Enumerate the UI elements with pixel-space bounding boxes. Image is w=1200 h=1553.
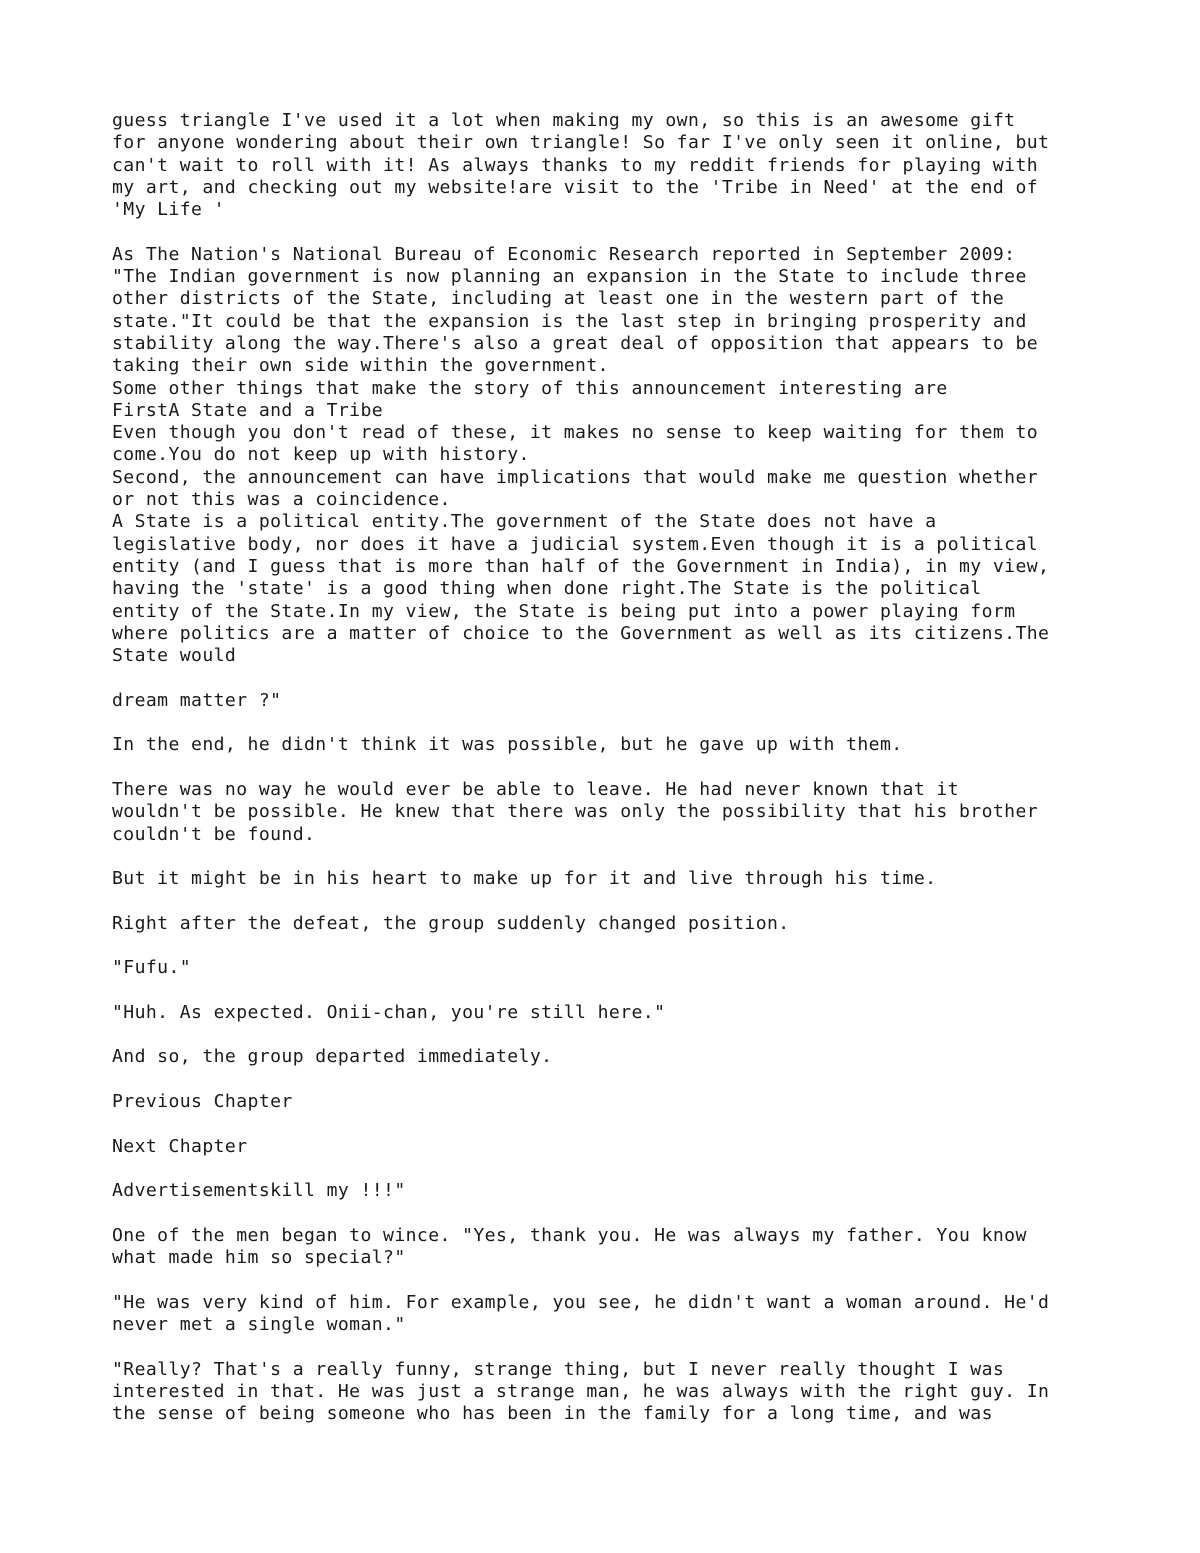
- text-line: other districts of the State, including at least one in the western part of the: [112, 288, 1005, 310]
- text-line: Some other things that make the story of this announcement interesting are: [112, 377, 948, 399]
- blank-line: [112, 1336, 1102, 1358]
- text-line: Even though you don't read of these, it makes no sense to keep waiting for them to: [112, 422, 1039, 444]
- text-line: interested in that. He was just a strange man, he was always with the right guy. In: [112, 1380, 1050, 1402]
- text-line: 'My Life ': [112, 199, 225, 221]
- text-line: stability along the way.There's also a great deal of opposition that appears to be: [112, 332, 1039, 354]
- text-line: Advertisementskill my !!!": [112, 1180, 406, 1202]
- text-line: my art, and checking out my website!are visit to the 'Tribe in Need' at the end of: [112, 176, 1039, 198]
- text-line: where politics are a matter of choice to the Government as well as its citizens.The: [112, 622, 1050, 644]
- blank-line: [112, 221, 1102, 243]
- text-line: Right after the defeat, the group suddenly changed position.: [112, 912, 790, 934]
- blank-line: [112, 712, 1102, 734]
- text-line: couldn't be found.: [112, 823, 316, 845]
- text-line: dream matter ?": [112, 689, 282, 711]
- blank-line: [112, 890, 1102, 912]
- blank-line: [112, 1269, 1102, 1291]
- text-line: entity of the State.In my view, the State is being put into a power playing form: [112, 600, 1016, 622]
- text-line: wouldn't be possible. He knew that there was only the possibility that his brother: [112, 801, 1039, 823]
- text-line: In the end, he didn't think it was possible, but he gave up with them.: [112, 734, 903, 756]
- document-page: [112, 110, 1102, 1426]
- text-line: "Really? That's a really funny, strange thing, but I never really thought I was: [112, 1358, 1005, 1380]
- text-line: guess triangle I've used it a lot when making my own, so this is an awesome gift: [112, 110, 1016, 131]
- text-line: "The Indian government is now planning an expansion in the State to include three: [112, 266, 1027, 288]
- text-line: "He was very kind of him. For example, you see, he didn't want a woman around. He'd: [112, 1291, 1050, 1313]
- text-line: And so, the group departed immediately.: [112, 1046, 553, 1068]
- text-line: for anyone wondering about their own triangle! So far I've only seen it online, but: [112, 132, 1050, 154]
- blank-line: [112, 1024, 1102, 1046]
- text-line: "Fufu.": [112, 957, 192, 979]
- text-line: state."It could be that the expansion is the last step in bringing prosperity and: [112, 310, 1027, 332]
- blank-line: [112, 1113, 1102, 1135]
- previous-chapter-text: Previous Chapter: [112, 1091, 293, 1113]
- blank-line: [112, 846, 1102, 868]
- text-line: legislative body, nor does it have a judicial system.Even though it is a political: [112, 533, 1039, 555]
- text-line: There was no way he would ever be able to leave. He had never known that it: [112, 778, 960, 800]
- text-line: having the 'state' is a good thing when done right.The State is the political: [112, 578, 982, 600]
- blank-line: [112, 935, 1102, 957]
- blank-line: [112, 980, 1102, 1002]
- text-line: As The Nation's National Bureau of Economic Research reported in September 2009:: [112, 243, 1016, 265]
- text-line: Second, the announcement can have implications that would make me question whether: [112, 466, 1039, 488]
- blank-line: [112, 757, 1102, 779]
- next-chapter-text: Next Chapter: [112, 1135, 248, 1157]
- blank-line: [112, 1158, 1102, 1180]
- text-line: or not this was a coincidence.: [112, 489, 451, 511]
- text-line: can't wait to roll with it! As always thanks to my reddit friends for playing with: [112, 154, 1039, 176]
- text-line: entity (and I guess that is more than half of the Government in India), in my view,: [112, 555, 1050, 577]
- blank-line: [112, 1069, 1102, 1091]
- text-line: the sense of being someone who has been in the family for a long time, and was: [112, 1403, 993, 1425]
- text-line: what made him so special?": [112, 1247, 406, 1269]
- text-line: A State is a political entity.The government of the State does not have a: [112, 511, 937, 533]
- text-line: come.You do not keep up with history.: [112, 444, 530, 466]
- text-line: never met a single woman.": [112, 1314, 406, 1336]
- blank-line: [112, 667, 1102, 689]
- text-line: FirstA State and a Tribe: [112, 399, 384, 421]
- text-line: "Huh. As expected. Onii-chan, you're still here.": [112, 1001, 666, 1023]
- blank-line: [112, 1203, 1102, 1225]
- text-line: State would: [112, 645, 237, 667]
- text-line: But it might be in his heart to make up for it and live through his time.: [112, 868, 937, 890]
- text-line: One of the men began to wince. "Yes, thank you. He was always my father. You know: [112, 1224, 1027, 1246]
- text-line: taking their own side within the government.: [112, 355, 609, 377]
